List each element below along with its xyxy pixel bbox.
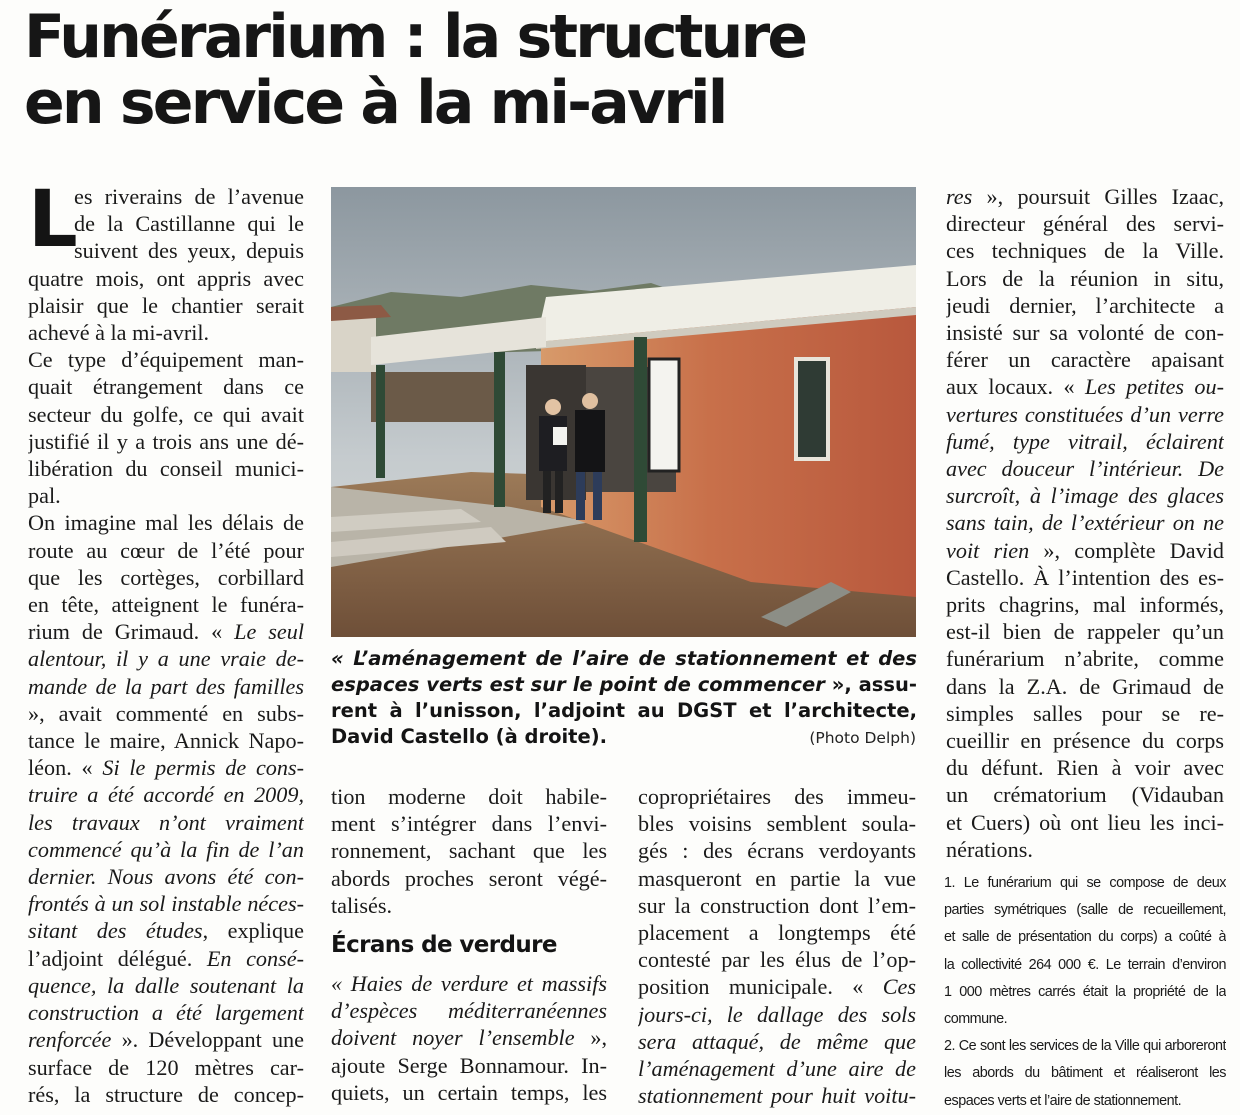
footnote-line: espaces verts et l’aire de stationnement. xyxy=(944,1092,1182,1109)
text-line: suivent des yeux, depuis xyxy=(74,238,304,264)
quote-run: construction a été largement xyxy=(28,1000,304,1026)
quote-run: « Haies de verdure et massifs xyxy=(331,971,607,996)
quote-run: Les petites ou- xyxy=(1084,374,1224,400)
text-line: On imagine mal les délais de xyxy=(28,510,304,536)
text-line: ajoute Serge Bonnamour. In- xyxy=(331,1052,607,1078)
text-line xyxy=(638,1082,916,1109)
photo-illustration xyxy=(331,187,916,637)
text-line xyxy=(946,482,1224,509)
quote-run: frontés à un sol instable néces- xyxy=(28,891,304,917)
quote-run: sans tain, de l’extérieur on ne xyxy=(946,510,1224,536)
quote-run: Si le permis de cons- xyxy=(102,755,304,781)
text-line: Lors de la réunion in situ, xyxy=(946,265,1224,291)
pillar xyxy=(376,365,385,478)
person-body xyxy=(575,410,605,472)
quote-run: avec douceur l’intérieur. De xyxy=(946,456,1224,482)
article-column-2 xyxy=(331,783,607,919)
text-line: copropriétaires des immeu- xyxy=(638,784,916,809)
text-line xyxy=(28,917,304,944)
text-line: en tête, atteignent le funéra- xyxy=(28,592,304,618)
person-leg xyxy=(593,472,602,520)
pillar xyxy=(494,352,505,507)
text-line: du défunt. Rien à voir avec xyxy=(946,755,1224,781)
text-line xyxy=(28,890,304,917)
text-line: contesté par les élus de l’op- xyxy=(638,947,916,973)
text-line: quatre mois, ont appris avec xyxy=(28,265,304,291)
person-head xyxy=(582,393,598,409)
article-column-3 xyxy=(638,783,916,1109)
headline-line-2: en service à la mi-avril xyxy=(24,68,726,138)
text-run: », xyxy=(574,1025,607,1051)
quote-run: dernier. Nous avons été con- xyxy=(28,864,304,890)
text-line: justifié il y a trois ans une dé- xyxy=(28,428,304,454)
text-line: tance le maire, Annick Napo- xyxy=(28,728,304,754)
text-line: secteur du golfe, ce qui avait xyxy=(28,401,304,427)
text-line: est-il bien de rappeler qu’un xyxy=(946,619,1224,645)
text-line: un crématorium (Vidauban xyxy=(946,782,1224,808)
quote-run: d’espèces méditerranéennes xyxy=(331,998,607,1024)
caption-line xyxy=(331,646,917,672)
text-line: gés : des écrans verdoyants xyxy=(638,838,916,864)
drop-cap: L xyxy=(28,175,78,265)
text-line: es riverains de l’avenue xyxy=(74,184,304,209)
footnote-line: 2. Ce sont les services de la Ville qui arboreront xyxy=(944,1038,1226,1055)
text-run: », poursuit Gilles Izaac, xyxy=(972,184,1224,209)
text-line: Ce type d’équipement man- xyxy=(28,347,304,373)
text-line xyxy=(638,973,916,1000)
text-line: plaisir que le chantier serait xyxy=(28,292,304,318)
text-line xyxy=(946,401,1224,428)
text-line: férer un caractère apaisant xyxy=(946,347,1224,373)
text-line xyxy=(638,1055,916,1082)
text-line: sur la construction dont l’em- xyxy=(638,892,916,918)
caption-line: David Castello (à droite). xyxy=(331,725,608,748)
text-line: ces techniques de la Ville. xyxy=(946,238,1224,264)
footnote-line: et salle de présentation du corps) a coûté à xyxy=(944,929,1226,946)
background-house xyxy=(331,312,376,372)
photo-credit: (Photo Delph) xyxy=(809,729,916,747)
text-line: ment s’intégrer dans l’envi- xyxy=(331,811,607,837)
text-line xyxy=(28,673,304,700)
text-line xyxy=(28,781,304,808)
text-run: rium de Grimaud. « xyxy=(28,619,235,645)
footnote-line: parties symétriques (salle de recueillement, xyxy=(944,902,1226,919)
text-line: quait étrangement dans ce xyxy=(28,374,304,400)
person-leg xyxy=(576,472,585,520)
text-run: position municipale. « xyxy=(638,974,883,1000)
text-line: funérarium n’abrite, comme xyxy=(946,646,1224,672)
footnotes xyxy=(944,870,1226,1115)
text-line: dans la Z.A. de Grimaud de xyxy=(946,673,1224,699)
quote-run: surcroît, à l’image des glaces xyxy=(946,483,1224,509)
text-line: jeudi dernier, l’architecte a xyxy=(946,292,1224,318)
article-column-1 xyxy=(28,175,304,1108)
person-leg xyxy=(555,471,563,513)
footnote-line: 1 000 mètres carrés était la propriété de la xyxy=(944,983,1226,1000)
text-line xyxy=(638,1001,916,1028)
text-line: », avait commenté en subs- xyxy=(28,700,304,726)
caption-line xyxy=(331,672,917,698)
text-line xyxy=(946,455,1224,482)
quote-run: mande de la part des familles xyxy=(28,673,304,699)
text-line: route au cœur de l’été pour xyxy=(28,537,304,563)
text-line: que les cortèges, corbillard xyxy=(28,564,304,590)
text-run: », complète David xyxy=(1029,537,1224,563)
text-line xyxy=(946,428,1224,455)
text-line: cueillir en présence du corps xyxy=(946,728,1224,754)
text-line: talisés. xyxy=(331,892,393,918)
quote-run: commencé qu’à la fin de l’an xyxy=(28,836,304,862)
text-line: directeur général des servi- xyxy=(946,211,1224,237)
caption-quote: espaces verts est sur le point de commencer xyxy=(331,673,825,696)
article-column-4 xyxy=(946,183,1224,863)
quote-run: alentour, il y a une vraie de- xyxy=(28,646,304,672)
text-line xyxy=(28,863,304,890)
quote-run: res xyxy=(946,184,973,209)
fence xyxy=(371,372,501,422)
text-line: libération du conseil munici- xyxy=(28,456,304,482)
text-line xyxy=(331,970,607,997)
text-line xyxy=(331,997,607,1024)
text-line: ronnement, sachant que les xyxy=(331,838,607,864)
text-line: rés, la structure de concep- xyxy=(28,1081,304,1107)
window xyxy=(649,359,679,471)
text-line xyxy=(946,509,1224,536)
caption-text: », assu- xyxy=(824,673,917,696)
text-line xyxy=(946,537,1224,564)
window xyxy=(796,359,828,459)
quote-run: En consé- xyxy=(206,945,304,971)
quote-run: renforcée xyxy=(28,1027,112,1053)
quote-run: vertures constituées d’un verre xyxy=(946,401,1224,427)
article-column-2-continued xyxy=(331,970,607,1106)
text-line: surface de 120 mètres car- xyxy=(28,1054,304,1080)
text-line xyxy=(28,999,304,1026)
text-line xyxy=(638,1028,916,1055)
quote-run: sera attaqué, de même que xyxy=(638,1028,916,1054)
text-run: léon. « xyxy=(28,755,103,781)
text-run: l’adjoint délégué. xyxy=(28,945,207,971)
paper-sheet xyxy=(553,427,567,445)
text-run: aux locaux. « xyxy=(946,374,1085,400)
text-line: quiets, un certain temps, les xyxy=(331,1079,607,1105)
quote-run: fumé, type vitrail, éclairent xyxy=(946,428,1224,454)
text-line: prits chagrins, mal informés, xyxy=(946,592,1224,618)
quote-run: truire a été accordé en 2009, xyxy=(28,782,304,808)
text-line xyxy=(28,809,304,836)
building-photo xyxy=(331,187,916,637)
quote-run: stationnement pour huit voitu- xyxy=(638,1083,916,1109)
quote-run: doivent noyer l’ensemble xyxy=(331,1025,575,1051)
text-line: placement a longtemps été xyxy=(638,920,916,946)
footnote-line: 1. Le funérarium qui se compose de deux xyxy=(944,875,1226,891)
text-line: simples salles pour se re- xyxy=(946,700,1224,726)
text-line: tion moderne doit habile- xyxy=(331,784,607,809)
text-line: nérations. xyxy=(946,836,1033,862)
text-line xyxy=(28,618,304,645)
subheading: Écrans de verdure xyxy=(331,932,557,958)
text-line: pal. xyxy=(28,483,61,509)
footnote-line: les abords du bâtiment et réaliseront les xyxy=(944,1065,1226,1082)
quote-run: l’aménagement d’une aire de xyxy=(638,1056,916,1082)
text-line xyxy=(28,645,304,672)
text-line: de la Castillanne qui le xyxy=(74,211,304,237)
text-line xyxy=(331,1024,607,1051)
quote-run: les travaux n’ont vraiment xyxy=(28,809,304,835)
text-line: abords proches seront végé- xyxy=(331,865,607,891)
quote-run: Le seul xyxy=(234,619,304,645)
text-line xyxy=(946,183,1224,210)
footnote-line: la collectivité 264 000 €. Le terrain d’environ xyxy=(944,956,1226,973)
person-leg xyxy=(543,471,551,513)
headline xyxy=(24,4,1224,136)
text-line xyxy=(28,945,304,972)
text-line: bles voisins semblent soula- xyxy=(638,811,916,837)
person-head xyxy=(545,399,561,415)
caption-line: rent à l’unisson, l’adjoint au DGST et l’architecte, xyxy=(331,699,917,722)
text-line: et Cuers) où ont lieu les inci- xyxy=(946,809,1224,835)
quote-run: voit rien xyxy=(946,537,1030,563)
text-line: achevé à la mi-avril. xyxy=(28,320,210,346)
headline-line-1: Funérarium : la structure xyxy=(24,2,806,72)
text-line xyxy=(28,972,304,999)
text-line: insisté sur sa volonté de con- xyxy=(946,320,1224,346)
text-line xyxy=(28,836,304,863)
quote-run: jours-ci, le dallage des sols xyxy=(638,1001,916,1027)
pillar xyxy=(634,337,647,542)
text-run: ». Développant une xyxy=(111,1027,304,1053)
text-line xyxy=(28,1026,304,1053)
text-line: masqueront en partie la vue xyxy=(638,865,916,891)
caption-quote: « L’aménagement de l’aire de stationnement et des xyxy=(331,647,917,670)
text-line: Castello. À l’intention des es- xyxy=(946,564,1224,590)
text-line xyxy=(946,373,1224,400)
text-line xyxy=(28,754,304,781)
quote-run: quence, la dalle soutenant la xyxy=(28,972,304,998)
text-run: , explique xyxy=(202,918,304,944)
quote-run: Ces xyxy=(882,974,916,1000)
quote-run: sitant des études xyxy=(28,918,203,944)
footnote-line: commune. xyxy=(944,1011,1008,1028)
